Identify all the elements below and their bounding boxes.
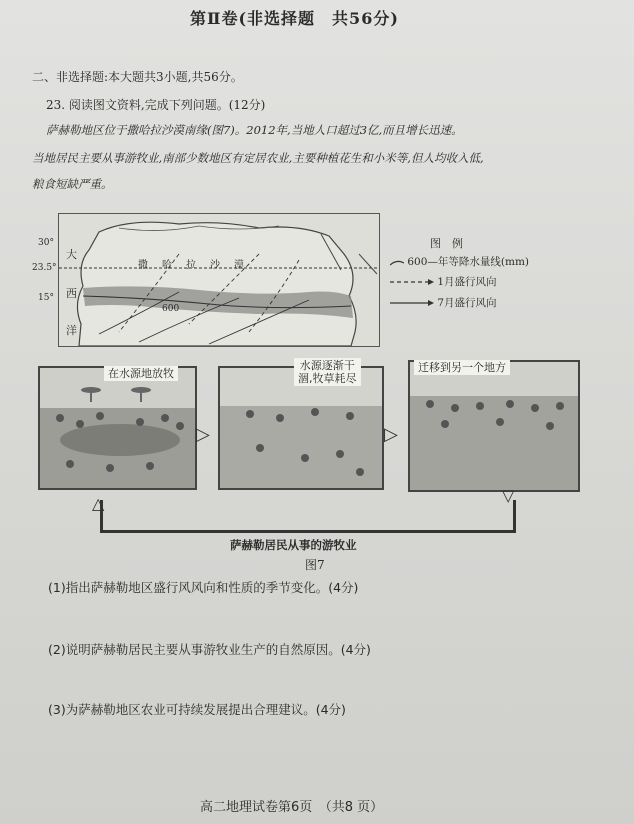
question-number-line: 23. 阅读图文资料,完成下列问题。(12分) xyxy=(46,98,266,112)
panel-caption-migration: 迁移到另一个地方 xyxy=(414,360,510,375)
legend-jan-wind-label: 1月盛行风向 xyxy=(437,276,497,288)
panel-grazing xyxy=(38,366,197,490)
page-title: 第Ⅱ卷(非选择题 共56分) xyxy=(190,9,399,28)
panel-caption-drying-line1: 水源逐渐干 xyxy=(299,359,355,372)
lat-label-23-5: 23.5° xyxy=(32,263,57,273)
drying-illustration xyxy=(220,368,382,488)
question-2: (2)说明萨赫勒居民主要从事游牧业生产的自然原因。(4分) xyxy=(48,642,371,657)
lat-label-15: 15° xyxy=(38,293,54,303)
cycle-caption: 萨赫勒居民从事的游牧业 xyxy=(230,538,357,552)
paragraph-line-2: 当地居民主要从事游牧业,南部少数地区有定居农业,主要种植花生和小米等,但人均收入低, xyxy=(32,151,484,165)
paragraph-line-3: 粮食短缺严重。 xyxy=(32,177,113,191)
panel-caption-drying xyxy=(294,358,361,386)
arrow-right-icon: ▷ xyxy=(384,424,398,445)
legend-isohyet-label: 600—年等降水量线(mm) xyxy=(407,256,529,268)
page-footer: 高二地理试卷第6页 （共8 页） xyxy=(200,800,384,815)
legend-jul-wind xyxy=(390,295,497,310)
sahel-map xyxy=(58,213,380,347)
ocean-label-2: 西 xyxy=(66,287,77,300)
dashed-arrow-icon xyxy=(390,278,434,286)
solid-arrow-icon xyxy=(390,299,434,307)
cycle-loop xyxy=(100,500,516,533)
desert-label: 撒 哈 拉 沙 漠 xyxy=(138,260,246,271)
isohyet-label: 600 xyxy=(162,304,180,314)
arrow-up-icon: △ xyxy=(92,494,105,513)
grazing-illustration xyxy=(40,368,195,488)
panel-caption-drying-line2: 涸,牧草耗尽 xyxy=(298,372,357,385)
panel-caption-grazing: 在水源地放牧 xyxy=(104,366,178,381)
lat-label-30: 30° xyxy=(38,238,54,248)
ocean-label-3: 洋 xyxy=(66,324,77,337)
panel-drying xyxy=(218,359,384,490)
section-heading: 二、非选择题:本大题共3小题,共56分。 xyxy=(32,70,243,84)
figure-label: 图7 xyxy=(305,558,325,572)
legend-isohyet xyxy=(390,254,529,269)
paragraph-line-1: 萨赫勒地区位于撒哈拉沙漠南缘(图7)。2012年,当地人口超过3亿,而且增长迅速。 xyxy=(46,123,463,137)
legend-jul-wind-label: 7月盛行风向 xyxy=(437,297,497,309)
legend-jan-wind xyxy=(390,274,497,289)
question-1: (1)指出萨赫勒地区盛行风风向和性质的季节变化。(4分) xyxy=(48,580,359,595)
ocean-label-1: 大 xyxy=(66,248,77,261)
legend-title: 图 例 xyxy=(430,237,463,250)
map-drawing xyxy=(59,214,379,346)
migration-illustration xyxy=(410,362,578,490)
arrow-right-icon: ▷ xyxy=(196,424,210,445)
panel-migration xyxy=(408,360,580,492)
isohyet-icon xyxy=(390,257,404,267)
question-3: (3)为萨赫勒地区农业可持续发展提出合理建议。(4分) xyxy=(48,702,346,717)
arrow-down-icon: ▽ xyxy=(502,486,515,505)
